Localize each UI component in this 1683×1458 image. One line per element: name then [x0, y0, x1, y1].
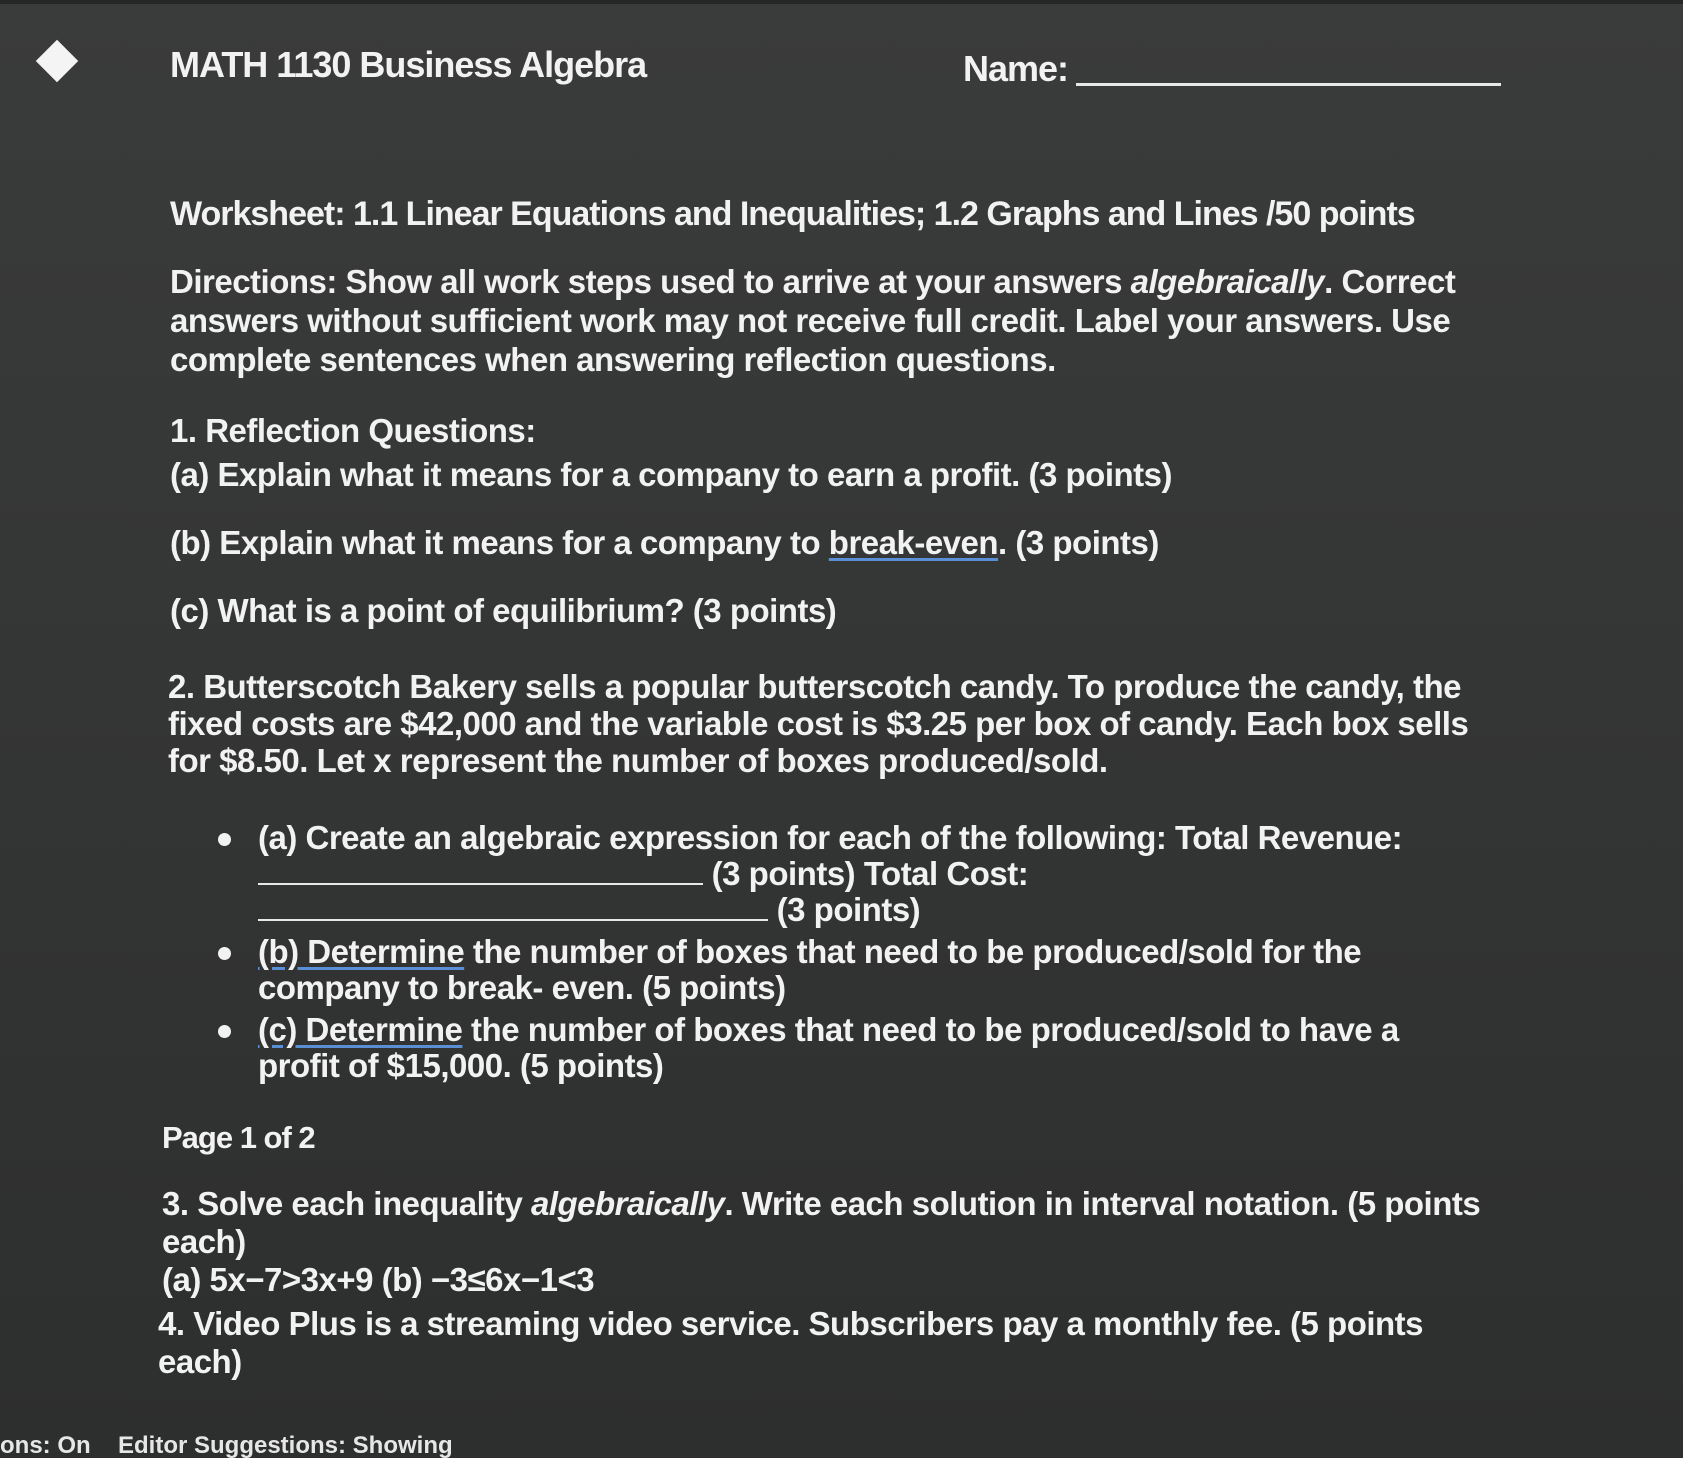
- question-2a-points-2: (3 points): [776, 891, 921, 928]
- determine-link-b[interactable]: (b) Determine: [258, 933, 465, 970]
- document-header: [168, 40, 1518, 100]
- question-2a-points-1: (3 points) Total Cost:: [711, 855, 1029, 892]
- question-2-parts: [218, 820, 1478, 1090]
- bullet-dot: [218, 1025, 231, 1038]
- question-2a: [218, 820, 1478, 928]
- question-2c-text: the number of boxes that need to be produced/sold to have a profit of $15,000. (5 points): [258, 1011, 1399, 1084]
- determine-link-c[interactable]: (c) Determine: [258, 1011, 463, 1048]
- question-2b: [218, 934, 1478, 1006]
- question-2b-text: the number of boxes that need to be produced/sold for the company to break- even. (5 points): [258, 933, 1362, 1006]
- diamond-icon[interactable]: [36, 40, 78, 82]
- question-2a-text: (a) Create an algebraic expression for each of the following: Total Revenue:: [258, 819, 1403, 856]
- bullet-dot: [218, 833, 231, 846]
- question-3: [162, 1185, 1492, 1299]
- worksheet-title: Worksheet: 1.1 Linear Equations and Inequalities; 1.2 Graphs and Lines /50 points: [170, 195, 1415, 233]
- question-1: [170, 412, 1470, 630]
- total-revenue-blank[interactable]: [258, 883, 703, 885]
- question-1b-after: . (3 points): [998, 524, 1159, 561]
- name-field: [963, 48, 1501, 90]
- question-3-emphasis: algebraically: [530, 1185, 725, 1222]
- total-cost-blank[interactable]: [258, 919, 768, 921]
- question-1b: [170, 524, 1470, 562]
- name-blank-line: [1076, 83, 1501, 86]
- break-even-link[interactable]: break-even: [828, 524, 999, 561]
- status-left[interactable]: ons: On: [0, 1432, 91, 1458]
- bullet-dot: [218, 947, 231, 960]
- editor-suggestions-status[interactable]: Editor Suggestions: Showing: [118, 1432, 453, 1458]
- name-label: Name:: [963, 48, 1069, 89]
- question-2c: [218, 1012, 1478, 1084]
- question-1c: (c) What is a point of equilibrium? (3 points): [170, 592, 837, 629]
- question-3-parts: (a) 5x−7>3x+9 (b) −3≤6x−1<3: [162, 1261, 595, 1298]
- question-1b-before: (b) Explain what it means for a company to: [170, 524, 829, 561]
- question-3-after: . Write each solution in interval notation. (5 points each): [162, 1185, 1481, 1260]
- status-bar: [0, 1428, 1683, 1458]
- directions-emphasis: algebraically: [1130, 263, 1325, 300]
- directions-text-after: . Correct answers without sufficient work may not receive full credit. Label your answers. Use complete sentences when answering reflection questions.: [170, 263, 1456, 378]
- top-edge: [0, 0, 1683, 4]
- directions-text-before: Show all work steps used to arrive at your answers: [336, 263, 1131, 300]
- directions-paragraph: [170, 262, 1510, 379]
- question-1a: (a) Explain what it means for a company to earn a profit. (3 points): [170, 456, 1172, 493]
- question-2-prompt: 2. Butterscotch Bakery sells a popular butterscotch candy. To produce the candy, the fixed costs are $42,000 and the variable cost is $3.25 per box of candy. Each box sells for $8.50. Let x represent the number of boxes produced/sold.: [168, 668, 1469, 779]
- page-indicator: Page 1 of 2: [162, 1120, 315, 1155]
- course-title: MATH 1130 Business Algebra: [170, 44, 647, 85]
- question-3-before: 3. Solve each inequality: [162, 1185, 531, 1222]
- question-1-title: 1. Reflection Questions:: [170, 412, 536, 449]
- directions-label: Directions:: [170, 263, 337, 300]
- question-4: 4. Video Plus is a streaming video service. Subscribers pay a monthly fee. (5 points each): [158, 1305, 1424, 1380]
- document-body: [158, 40, 1518, 1380]
